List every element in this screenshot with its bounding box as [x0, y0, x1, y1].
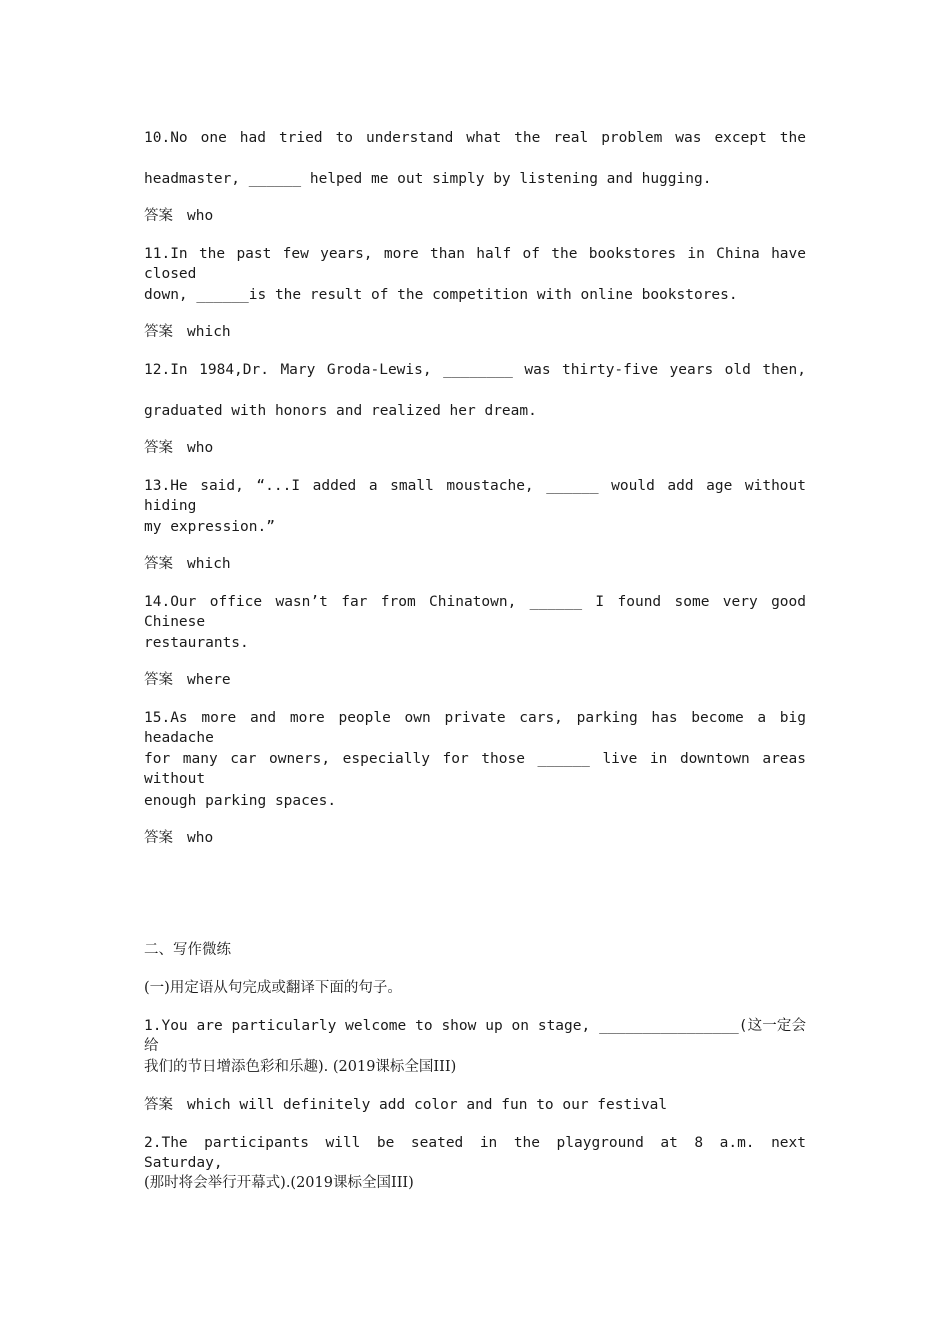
question-11-line-2: down, ______is the result of the competition with online bookstores. — [144, 287, 738, 303]
question-15-line-2: for many car owners, especially for those ______ live in downtown areas without — [144, 751, 806, 787]
question-15-line-1: 15.As more and more people own private cars, parking has become a big headache — [144, 710, 806, 746]
writing-item-1-line-1: 1.You are particularly welcome to show up on stage, ________________(这一定会给 — [144, 1018, 806, 1054]
answer-text: who — [187, 830, 214, 846]
answer-label: 答案 — [144, 208, 173, 224]
answer-label: 答案 — [144, 324, 173, 340]
answer-text: where — [187, 672, 231, 688]
question-14-line-1: 14.Our office wasn’t far from Chinatown, ______ I found some very good Chinese — [144, 594, 806, 630]
answer-text: which will definitely add color and fun to our festival — [187, 1097, 668, 1113]
question-15-line-3: enough parking spaces. — [144, 793, 337, 809]
question-14-answer — [144, 670, 806, 690]
writing-item-2-line-1: 2.The participants will be seated in the playground at 8 a.m. next Saturday, — [144, 1135, 806, 1171]
question-10-line-2: headmaster, ______ helped me out simply by listening and hugging. — [144, 171, 712, 187]
question-13-line-2: my expression.” — [144, 519, 275, 535]
writing-item-1-answer — [144, 1095, 806, 1115]
section-subheading: (一)用定语从句完成或翻译下面的句子。 — [144, 980, 402, 996]
question-11-line-1: 11.In the past few years, more than half of the bookstores in China have closed — [144, 246, 806, 282]
answer-label: 答案 — [144, 672, 173, 688]
question-13-answer — [144, 554, 806, 574]
question-13-line-1: 13.He said, “...I added a small moustache, ______ would add age without hiding — [144, 478, 806, 514]
answer-text: who — [187, 208, 214, 224]
answer-text: which — [187, 556, 231, 572]
question-10-line-1: 10.No one had tried to understand what the real problem was except the — [144, 130, 806, 146]
answer-label: 答案 — [144, 1097, 173, 1113]
writing-item-2-line-2: (那时将会举行开幕式).(2019课标全国III) — [144, 1175, 414, 1191]
answer-label: 答案 — [144, 830, 173, 846]
section-heading: 二、写作微练 — [144, 942, 231, 958]
question-12-answer — [144, 438, 806, 458]
answer-text: which — [187, 324, 231, 340]
question-12-line-1: 12.In 1984,Dr. Mary Groda-Lewis, ________ was thirty-five years old then, — [144, 362, 806, 378]
answer-label: 答案 — [144, 556, 173, 572]
question-10-answer — [144, 206, 806, 226]
question-12-line-2: graduated with honors and realized her dream. — [144, 403, 537, 419]
question-14-line-2: restaurants. — [144, 635, 249, 651]
writing-item-1-line-2: 我们的节日增添色彩和乐趣). (2019课标全国III) — [144, 1059, 457, 1075]
question-15-answer — [144, 828, 806, 848]
question-11-answer — [144, 322, 806, 342]
answer-text: who — [187, 440, 214, 456]
answer-label: 答案 — [144, 440, 173, 456]
